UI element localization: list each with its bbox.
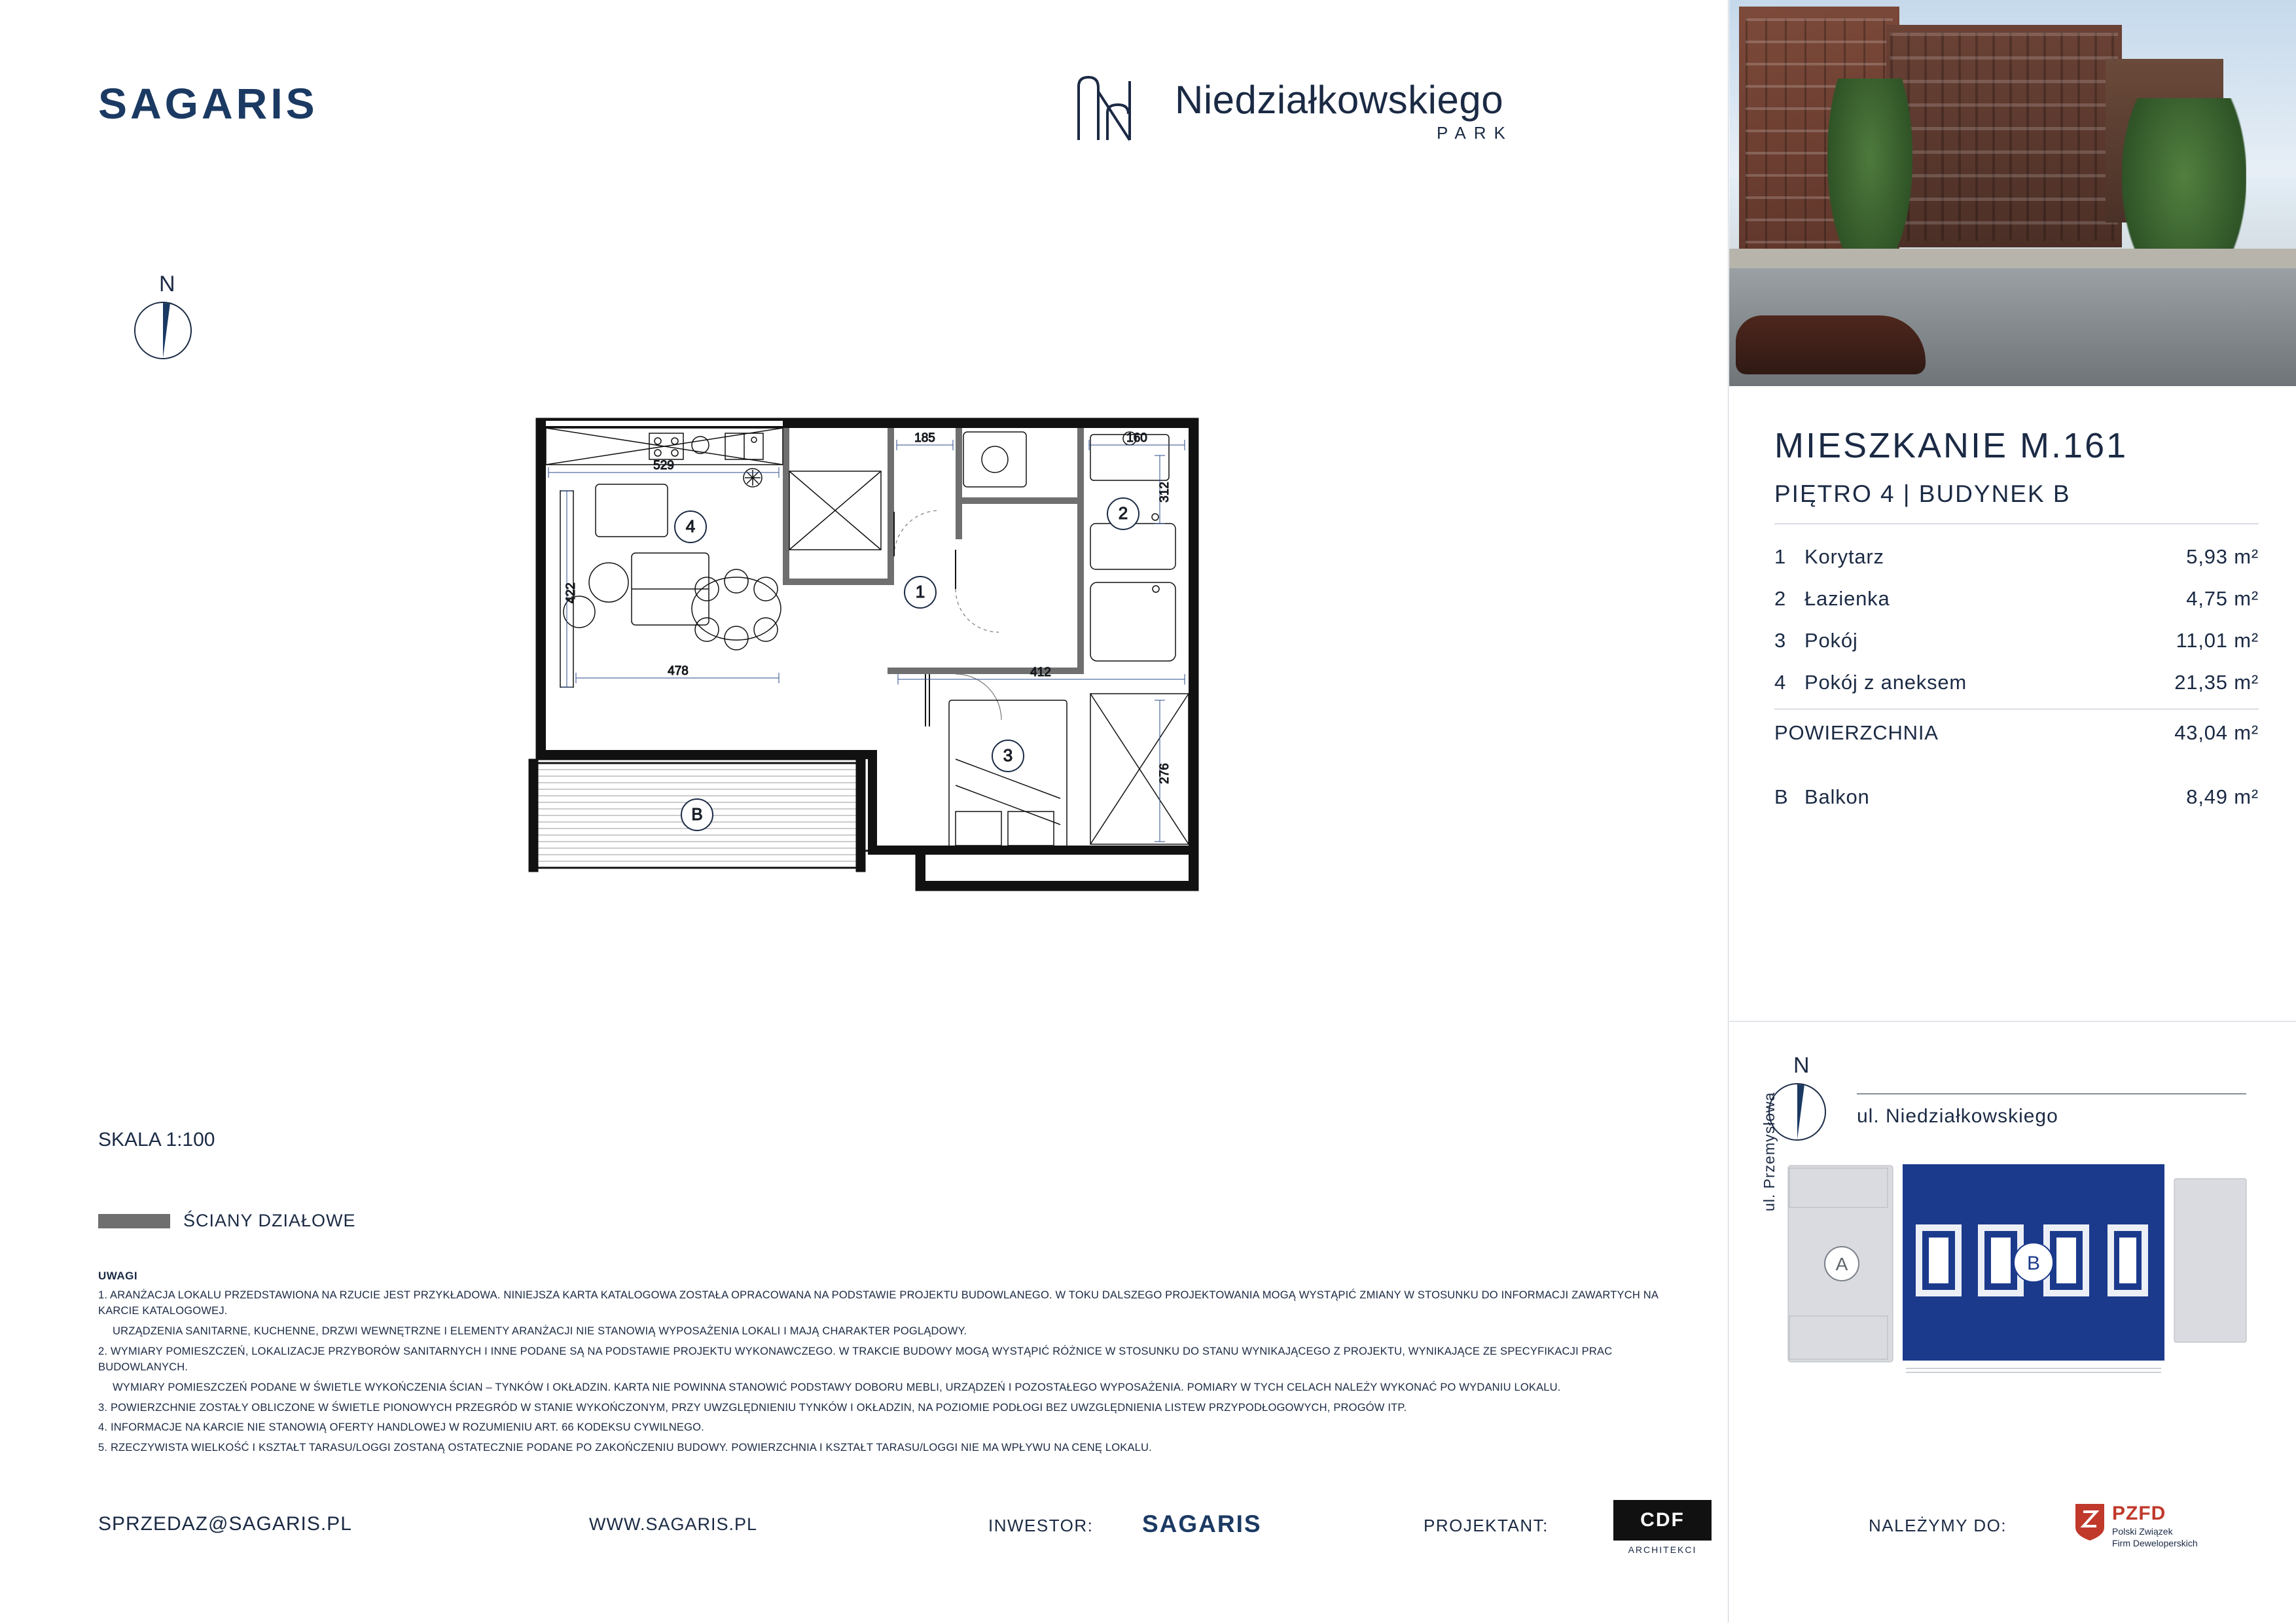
floor-plan-drawing — [497, 393, 1414, 969]
balcony-row — [1774, 785, 2259, 809]
dim-412: 412 — [1030, 666, 1051, 679]
designer-label: PROJEKTANT: — [1424, 1516, 1549, 1535]
locator-north-indicator — [1768, 1053, 1840, 1138]
room-area: 4,75 m² — [2186, 587, 2259, 610]
note-3: 3. POWIERZCHNIE ZOSTAŁY OBLICZONE W ŚWIETLE PIONOWYCH PRZEGRÓD W STANIE WYKOŃCZONYM, PRZY UWZGLĘDNIENIU TYNKÓW I OKŁADZIN, NA POZIOMIE PODŁOGI BEZ UWZGLĘDNIENIA LISTEW PRZYPODŁOGOWYCH, PROGÓW ITP. — [98, 1401, 1407, 1414]
dim-160: 160 — [1126, 431, 1147, 445]
floor-plan — [497, 393, 1414, 969]
site-locator — [1729, 1021, 2296, 1480]
membership-label: NALEŻYMY DO: — [1869, 1516, 2007, 1535]
room-schedule — [1774, 524, 2259, 809]
unit-title: MIESZKANIE M.161 — [1774, 426, 2128, 465]
right-panel — [1728, 0, 2296, 1622]
designer-logo-sub: ARCHITEKCI — [1628, 1544, 1697, 1555]
pzfd-sub2: Firm Deweloperskich — [2112, 1538, 2198, 1548]
total-label: POWIERZCHNIA — [1774, 721, 1939, 744]
street-name-left: ul. Przemysłowa — [1761, 1092, 1778, 1211]
pzfd-name: PZFD — [2112, 1503, 2166, 1524]
dim-185: 185 — [914, 431, 935, 445]
balcony-area: 8,49 m² — [2186, 785, 2259, 808]
room-number: 3 — [1774, 629, 1787, 652]
room-number: 1 — [1774, 545, 1787, 568]
room-name: Pokój — [1804, 629, 1858, 652]
total-area-row — [1774, 709, 2259, 745]
room-name: Pokój z aneksem — [1804, 671, 1967, 694]
room-name: Łazienka — [1804, 587, 1890, 610]
building-render-image — [1729, 0, 2296, 386]
locator-north-label: N — [1793, 1053, 1810, 1078]
legend-label: ŚCIANY DZIAŁOWE — [183, 1211, 356, 1230]
pzfd-sub1: Polski Związek — [2112, 1526, 2173, 1537]
render-car — [1736, 315, 1926, 374]
render-tree-left — [1827, 79, 1912, 275]
project-logo-icon — [1067, 72, 1145, 144]
room-marker-b: B — [691, 804, 703, 824]
legend-swatch — [98, 1214, 170, 1228]
note-1b: URZĄDZENIA SANITARNE, KUCHENNE, DRZWI WEWNĘTRZNE I ELEMENTY ARANŻACJI NIE STANOWIĄ WYPOSAŻENIA LOKALI I MAJĄ CHARAKTER POGLĄDOWY. — [113, 1325, 967, 1337]
investor-label: INWESTOR: — [988, 1516, 1094, 1535]
room-marker-4: 4 — [685, 516, 696, 536]
north-label: N — [159, 272, 175, 296]
room-name: Korytarz — [1804, 545, 1884, 568]
dim-478: 478 — [668, 664, 689, 678]
dim-529: 529 — [653, 459, 674, 473]
compass-icon — [134, 302, 192, 359]
site-plan-drawing — [1782, 1152, 2253, 1382]
room-area: 21,35 m² — [2174, 671, 2259, 694]
project-sub: PARK — [1437, 123, 1513, 143]
north-indicator — [134, 272, 206, 357]
room-area: 11,01 m² — [2176, 629, 2259, 652]
notes-block — [98, 1270, 1669, 1461]
website-link[interactable]: WWW.SAGARIS.PL — [589, 1514, 758, 1534]
unit-subtitle: PIĘTRO 4 | BUDYNEK B — [1774, 480, 2071, 507]
notes-heading: UWAGI — [98, 1270, 138, 1282]
project-name: Niedziałkowskiego — [1175, 78, 1504, 122]
room-marker-1: 1 — [915, 582, 925, 601]
room-number: 4 — [1774, 671, 1787, 694]
note-2b: WYMIARY POMIESZCZEŃ PODANE W ŚWIETLE WYKOŃCZENIA ŚCIAN – TYNKÓW I OKŁADZIN. KARTA NIE POWINNA STANOWIĆ PODSTAWY DOBORU MEBLI, URZĄDZEŃ I POZOSTAŁEGO WYPOSAŻENIA. POMIARY W TYCH CELACH NALEŻY WYKONAĆ PO WYDANIU LOKALU. — [113, 1381, 1561, 1393]
note-1: 1. ARANŻACJA LOKALU PRZEDSTAWIONA NA RZUCIE JEST PRZYKŁADOWA. NINIEJSZA KARTA KATALOGOWA ZOSTAŁA OPRACOWANA NA PODSTAWIE PROJEKTU BUDOWLANEGO. W TOKU DALSZEGO PROJEKTOWANIA MOGĄ WYSTĄPIĆ ZMIANY W STOSUNKU DO INFORMACJI ZAWARTYCH NA KARCIE KATALOGOWEJ. — [98, 1289, 1659, 1317]
room-area: 5,93 m² — [2186, 545, 2259, 568]
note-5: 5. RZECZYWISTA WIELKOŚĆ I KSZTAŁT TARASU/LOGGI ZOSTANĄ OSTATECZNIE PODANE PO ZAKOŃCZENIU BUDOWY. POWIERZCHNIA I KSZTAŁT TARASU/LOGGI NIE MA WPŁYWU NA CENĘ LOKALU. — [98, 1442, 1152, 1454]
room-marker-3: 3 — [1003, 745, 1013, 765]
render-building-center — [1886, 25, 2122, 247]
dim-276: 276 — [1158, 763, 1172, 784]
scale-label: SKALA 1:100 — [98, 1129, 215, 1150]
table-row — [1774, 620, 2259, 662]
sagaris-logo: SAGARIS — [98, 79, 318, 128]
room-marker-2: 2 — [1118, 503, 1128, 523]
street-name-top: ul. Niedziałkowskiego — [1857, 1105, 2058, 1127]
total-area: 43,04 m² — [2174, 721, 2259, 744]
dim-422: 422 — [564, 582, 578, 603]
table-row — [1774, 662, 2259, 704]
building-a-label: A — [1835, 1254, 1848, 1274]
balcony-number: B — [1774, 785, 1789, 808]
site-plan — [1782, 1152, 2253, 1382]
balcony-label: Balkon — [1804, 785, 1870, 808]
designer-logo: CDF — [1613, 1500, 1712, 1541]
unit-header — [1774, 425, 2259, 508]
dim-312: 312 — [1158, 482, 1172, 503]
room-number: 2 — [1774, 587, 1787, 610]
table-row — [1774, 578, 2259, 620]
building-b-label: B — [2026, 1253, 2041, 1274]
investor-name: SAGARIS — [1142, 1510, 1262, 1537]
note-4: 4. INFORMACJE NA KARCIE NIE STANOWIĄ OFERTY HANDLOWEJ W ROZUMIENIU ART. 66 KODEKSU CYWILNEGO. — [98, 1421, 704, 1434]
contact-email[interactable]: SPRZEDAZ@SAGARIS.PL — [98, 1513, 352, 1535]
note-2: 2. WYMIARY POMIESZCZEŃ, LOKALIZACJE PRZYBORÓW SANITARNYCH I INNE PODANE SĄ NA PODSTAWIE PROJEKTU WYKONAWCZEGO. W TRAKCIE BUDOWY MOGĄ WYSTĄPIĆ RÓŻNICE W STOSUNKU DO STANU WYNIKAJĄCEGO Z PROJEKTU, WYNIKAJĄCE ZE SPECYFIKACJI PRAC BUDOWLANYCH. — [98, 1345, 1613, 1373]
table-row — [1774, 536, 2259, 578]
